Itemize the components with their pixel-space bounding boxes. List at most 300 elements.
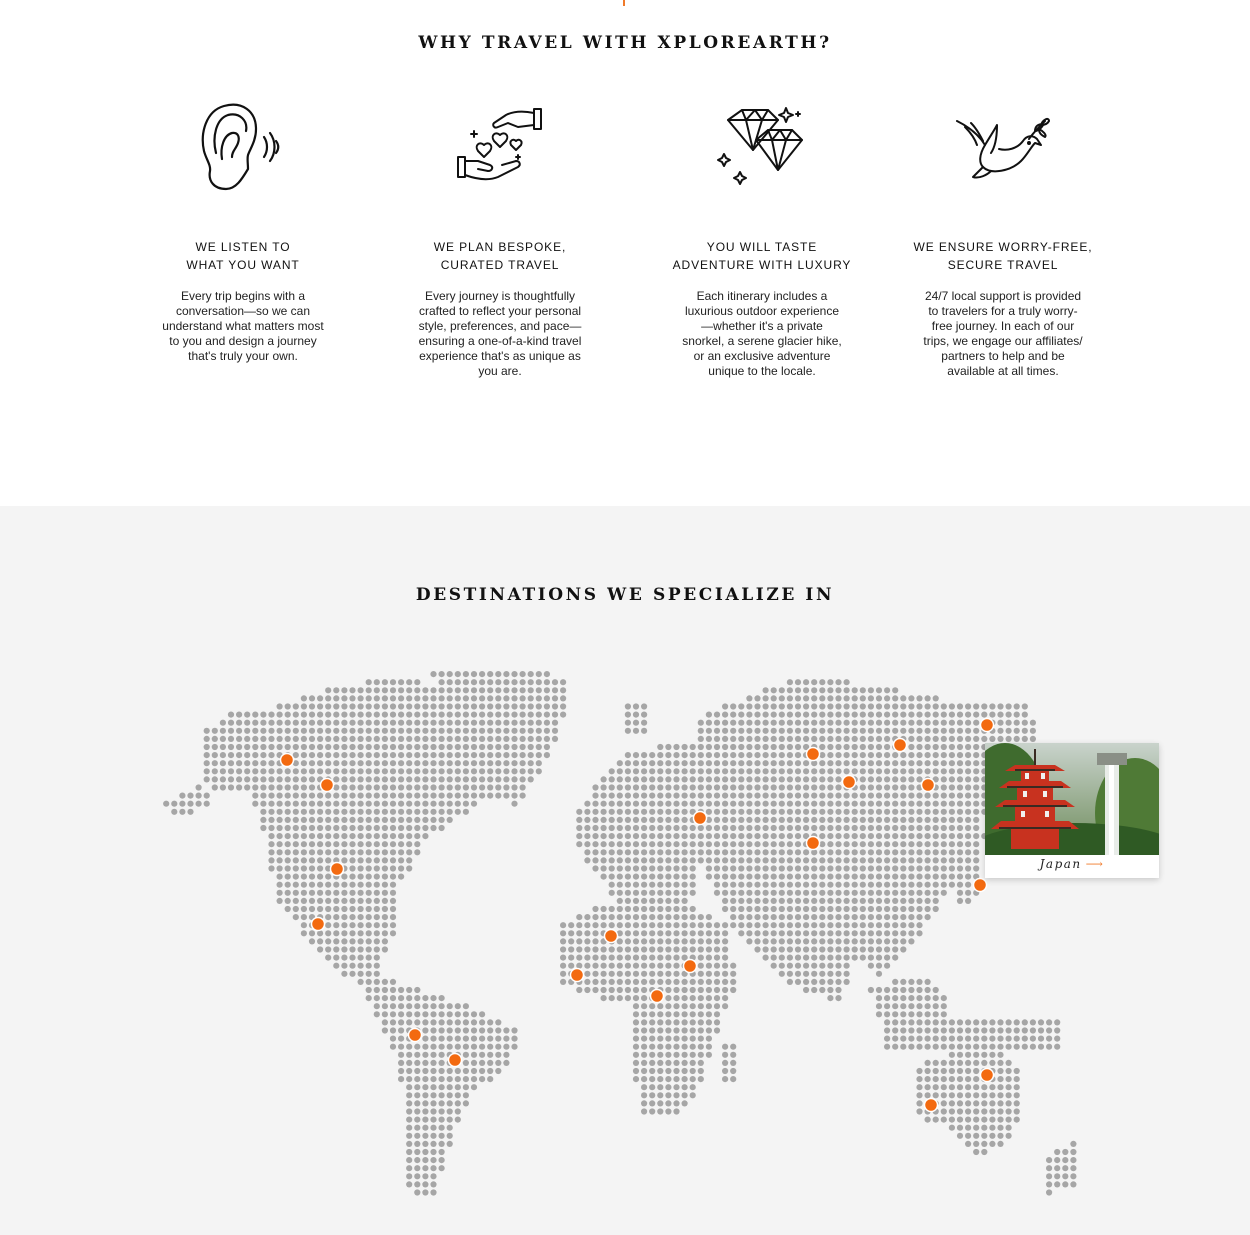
map-dot [406, 809, 412, 815]
destination-marker[interactable] [605, 930, 618, 943]
map-dot [463, 1092, 469, 1098]
map-dot [576, 817, 582, 823]
map-dot [479, 703, 485, 709]
map-dot [463, 1052, 469, 1058]
map-dot [868, 946, 874, 952]
map-dot [633, 776, 639, 782]
map-dot [1070, 1165, 1076, 1171]
map-dot [374, 801, 380, 807]
map-dot [1038, 1019, 1044, 1025]
map-dot [827, 938, 833, 944]
map-dot [673, 1076, 679, 1082]
map-dot [309, 857, 315, 863]
map-dot [673, 1044, 679, 1050]
map-dot [617, 971, 623, 977]
map-dot [714, 938, 720, 944]
map-dot [811, 946, 817, 952]
map-dot [439, 825, 445, 831]
map-dot [536, 703, 542, 709]
map-dot [949, 1027, 955, 1033]
destination-marker[interactable] [684, 960, 697, 973]
map-dot [746, 728, 752, 734]
map-dot [746, 825, 752, 831]
map-dot [633, 971, 639, 977]
map-dot [552, 720, 558, 726]
map-dot [811, 728, 817, 734]
map-dot [811, 687, 817, 693]
map-dot [706, 744, 712, 750]
map-dot [414, 703, 420, 709]
map-dot [941, 703, 947, 709]
map-dot [633, 809, 639, 815]
map-dot [414, 776, 420, 782]
map-dot [908, 728, 914, 734]
map-dot [844, 833, 850, 839]
map-dot [625, 857, 631, 863]
map-dot [617, 963, 623, 969]
map-dot [949, 784, 955, 790]
map-dot [633, 987, 639, 993]
map-dot [439, 695, 445, 701]
map-dot [463, 1100, 469, 1106]
map-dot [455, 760, 461, 766]
map-dot [382, 760, 388, 766]
map-dot [349, 695, 355, 701]
map-dot [900, 930, 906, 936]
map-dot [819, 736, 825, 742]
map-dot [244, 720, 250, 726]
map-dot [868, 768, 874, 774]
map-dot [754, 817, 760, 823]
map-dot [374, 1003, 380, 1009]
map-dot [844, 841, 850, 847]
map-dot [317, 744, 323, 750]
destination-marker[interactable] [925, 1099, 938, 1112]
map-dot [293, 736, 299, 742]
destination-card-japan[interactable] [985, 743, 1159, 878]
map-dot [965, 809, 971, 815]
map-dot [714, 987, 720, 993]
map-dot [714, 833, 720, 839]
map-dot [803, 712, 809, 718]
map-dot [520, 776, 526, 782]
destination-marker[interactable] [409, 1029, 422, 1042]
destination-marker[interactable] [651, 990, 664, 1003]
map-dot [738, 865, 744, 871]
destination-marker[interactable] [981, 719, 994, 732]
map-dot [900, 776, 906, 782]
map-dot [900, 890, 906, 896]
map-dot [439, 1108, 445, 1114]
map-dot [852, 955, 858, 961]
map-dot [382, 825, 388, 831]
map-dot [1022, 1019, 1028, 1025]
map-dot [592, 922, 598, 928]
map-dot [835, 744, 841, 750]
map-dot [390, 841, 396, 847]
map-dot [268, 720, 274, 726]
map-dot [609, 849, 615, 855]
map-dot [471, 784, 477, 790]
map-dot [714, 809, 720, 815]
map-dot [835, 946, 841, 952]
map-dot [746, 865, 752, 871]
map-dot [584, 987, 590, 993]
map-dot [382, 874, 388, 880]
map-dot [771, 809, 777, 815]
map-dot [673, 744, 679, 750]
map-dot [819, 776, 825, 782]
map-dot [520, 736, 526, 742]
map-dot [933, 1027, 939, 1033]
map-dot [892, 784, 898, 790]
map-dot [358, 817, 364, 823]
map-dot [633, 1003, 639, 1009]
map-dot [277, 809, 283, 815]
map-dot [576, 987, 582, 993]
map-dot [835, 679, 841, 685]
map-dot [852, 857, 858, 863]
map-dot [325, 914, 331, 920]
map-dot [471, 1068, 477, 1074]
map-dot [374, 752, 380, 758]
map-dot [673, 1100, 679, 1106]
map-dot [746, 914, 752, 920]
map-dot [584, 914, 590, 920]
map-dot [827, 922, 833, 928]
feature-description: Every trip begins with a conversation—so we can understand what matters most to you and design a journey that's truly your own. [162, 289, 324, 363]
map-dot [422, 833, 428, 839]
map-dot [795, 882, 801, 888]
map-dot [771, 760, 777, 766]
map-dot [682, 744, 688, 750]
map-dot [471, 1036, 477, 1042]
map-dot [463, 1076, 469, 1082]
map-dot [1022, 1044, 1028, 1050]
map-dot [196, 793, 202, 799]
map-dot [771, 930, 777, 936]
map-dot [665, 857, 671, 863]
map-dot [819, 833, 825, 839]
map-dot [317, 752, 323, 758]
map-dot [835, 720, 841, 726]
map-dot [787, 914, 793, 920]
map-dot [925, 1036, 931, 1042]
map-dot [1006, 1036, 1012, 1042]
map-dot [690, 841, 696, 847]
map-dot [916, 817, 922, 823]
map-dot [965, 1108, 971, 1114]
map-dot [333, 817, 339, 823]
map-dot [414, 809, 420, 815]
map-dot [771, 849, 777, 855]
map-dot [673, 1068, 679, 1074]
map-dot [698, 728, 704, 734]
map-dot [406, 736, 412, 742]
map-dot [771, 841, 777, 847]
map-dot [447, 671, 453, 677]
map-dot [382, 890, 388, 896]
map-dot [965, 1044, 971, 1050]
map-dot [657, 784, 663, 790]
map-dot [301, 736, 307, 742]
map-dot [787, 768, 793, 774]
map-dot [439, 1044, 445, 1050]
map-dot [422, 784, 428, 790]
map-dot [544, 679, 550, 685]
map-dot [455, 712, 461, 718]
map-dot [560, 922, 566, 928]
map-dot [722, 712, 728, 718]
map-dot [827, 963, 833, 969]
map-dot [763, 882, 769, 888]
map-dot [268, 752, 274, 758]
map-dot [212, 752, 218, 758]
map-dot [487, 695, 493, 701]
map-dot [414, 1060, 420, 1066]
map-dot [714, 1019, 720, 1025]
map-dot [811, 955, 817, 961]
destination-marker[interactable] [894, 739, 907, 752]
map-dot [349, 736, 355, 742]
map-dot [722, 1003, 728, 1009]
map-dot [763, 809, 769, 815]
map-dot [884, 882, 890, 888]
map-dot [398, 1044, 404, 1050]
map-dot [309, 938, 315, 944]
map-dot [690, 1084, 696, 1090]
map-dot [1070, 1149, 1076, 1155]
map-dot [649, 825, 655, 831]
destination-marker[interactable] [843, 776, 856, 789]
map-dot [625, 882, 631, 888]
map-dot [301, 801, 307, 807]
map-dot [552, 687, 558, 693]
map-dot [277, 849, 283, 855]
map-dot [479, 736, 485, 742]
map-dot [609, 865, 615, 871]
map-dot [900, 712, 906, 718]
map-dot [422, 1108, 428, 1114]
map-dot [957, 768, 963, 774]
map-dot [520, 687, 526, 693]
map-dot [333, 703, 339, 709]
map-dot [187, 793, 193, 799]
map-dot [625, 922, 631, 928]
map-dot [827, 825, 833, 831]
map-dot [925, 1117, 931, 1123]
map-dot [601, 995, 607, 1001]
map-dot [293, 874, 299, 880]
map-dot [495, 1019, 501, 1025]
map-dot [949, 833, 955, 839]
map-dot [730, 784, 736, 790]
map-dot [722, 849, 728, 855]
accent-tick [623, 0, 625, 6]
map-dot [1030, 736, 1036, 742]
map-dot [665, 979, 671, 985]
map-dot [447, 1141, 453, 1147]
destination-marker[interactable] [281, 754, 294, 767]
map-dot [293, 882, 299, 888]
map-dot [803, 906, 809, 912]
map-dot [560, 938, 566, 944]
map-dot [690, 744, 696, 750]
map-dot [301, 720, 307, 726]
map-dot [900, 728, 906, 734]
map-dot [673, 760, 679, 766]
map-dot [925, 1011, 931, 1017]
map-dot [285, 865, 291, 871]
map-dot [900, 817, 906, 823]
map-dot [722, 720, 728, 726]
map-dot [722, 995, 728, 1001]
map-dot [933, 1117, 939, 1123]
map-dot [317, 849, 323, 855]
map-dot [690, 1068, 696, 1074]
map-dot [690, 914, 696, 920]
map-dot [463, 1068, 469, 1074]
map-dot [690, 752, 696, 758]
destination-marker[interactable] [449, 1054, 462, 1067]
map-dot [455, 703, 461, 709]
map-dot [422, 720, 428, 726]
map-dot [835, 979, 841, 985]
map-dot [633, 898, 639, 904]
map-dot [933, 793, 939, 799]
map-dot [366, 833, 372, 839]
map-dot [617, 890, 623, 896]
map-dot [293, 914, 299, 920]
map-dot [811, 801, 817, 807]
map-dot [317, 874, 323, 880]
map-dot [698, 760, 704, 766]
map-dot [358, 890, 364, 896]
map-dot [763, 784, 769, 790]
map-dot [341, 776, 347, 782]
map-dot [601, 817, 607, 823]
map-dot [374, 776, 380, 782]
map-dot [989, 1092, 995, 1098]
map-dot [341, 720, 347, 726]
map-dot [819, 728, 825, 734]
map-dot [673, 987, 679, 993]
map-dot [374, 833, 380, 839]
map-dot [981, 736, 987, 742]
map-dot [819, 946, 825, 952]
map-dot [479, 671, 485, 677]
map-dot [422, 1173, 428, 1179]
map-dot [568, 922, 574, 928]
map-dot [196, 784, 202, 790]
map-dot [827, 955, 833, 961]
map-dot [592, 865, 598, 871]
map-dot [382, 857, 388, 863]
destination-marker[interactable] [981, 1069, 994, 1082]
map-dot [925, 857, 931, 863]
map-dot [430, 671, 436, 677]
map-dot [997, 1125, 1003, 1131]
map-dot [511, 728, 517, 734]
map-dot [333, 687, 339, 693]
destination-marker[interactable] [571, 969, 584, 982]
map-dot [746, 841, 752, 847]
map-dot [374, 865, 380, 871]
map-dot [1014, 736, 1020, 742]
map-dot [422, 712, 428, 718]
map-dot [779, 930, 785, 936]
map-dot [495, 1044, 501, 1050]
map-dot [949, 1125, 955, 1131]
map-dot [706, 874, 712, 880]
destination-marker[interactable] [922, 779, 935, 792]
map-dot [552, 679, 558, 685]
map-dot [398, 1011, 404, 1017]
map-dot [649, 1019, 655, 1025]
map-dot [876, 882, 882, 888]
map-dot [916, 865, 922, 871]
map-dot [463, 720, 469, 726]
destination-marker[interactable] [321, 779, 334, 792]
map-dot [293, 728, 299, 734]
map-dot [665, 825, 671, 831]
map-dot [366, 930, 372, 936]
map-dot [1046, 1027, 1052, 1033]
map-dot [398, 1003, 404, 1009]
map-dot [576, 825, 582, 831]
map-dot [981, 703, 987, 709]
map-dot [511, 793, 517, 799]
map-dot [925, 825, 931, 831]
map-dot [811, 712, 817, 718]
map-dot [503, 679, 509, 685]
map-dot [382, 841, 388, 847]
map-dot [730, 825, 736, 831]
map-dot [592, 825, 598, 831]
map-dot [892, 1027, 898, 1033]
map-dot [730, 793, 736, 799]
map-dot [827, 995, 833, 1001]
map-dot [390, 801, 396, 807]
destination-marker[interactable] [694, 812, 707, 825]
map-dot [706, 1036, 712, 1042]
map-dot [787, 752, 793, 758]
destination-marker[interactable] [807, 837, 820, 850]
map-dot [471, 728, 477, 734]
map-dot [860, 906, 866, 912]
map-dot [236, 784, 242, 790]
destination-marker[interactable] [312, 918, 325, 931]
destination-marker[interactable] [807, 748, 820, 761]
map-dot [406, 1133, 412, 1139]
destination-marker[interactable] [974, 879, 987, 892]
map-dot [536, 728, 542, 734]
destination-card-label[interactable] [985, 857, 1159, 871]
map-dot [414, 1117, 420, 1123]
map-dot [682, 768, 688, 774]
map-dot [293, 841, 299, 847]
map-dot [390, 865, 396, 871]
map-dot [382, 930, 388, 936]
map-dot [382, 938, 388, 944]
map-dot [374, 890, 380, 896]
destination-marker[interactable] [331, 863, 344, 876]
map-dot [406, 1108, 412, 1114]
map-dot [908, 1011, 914, 1017]
map-dot [925, 849, 931, 855]
map-dot [649, 817, 655, 823]
map-dot [754, 922, 760, 928]
